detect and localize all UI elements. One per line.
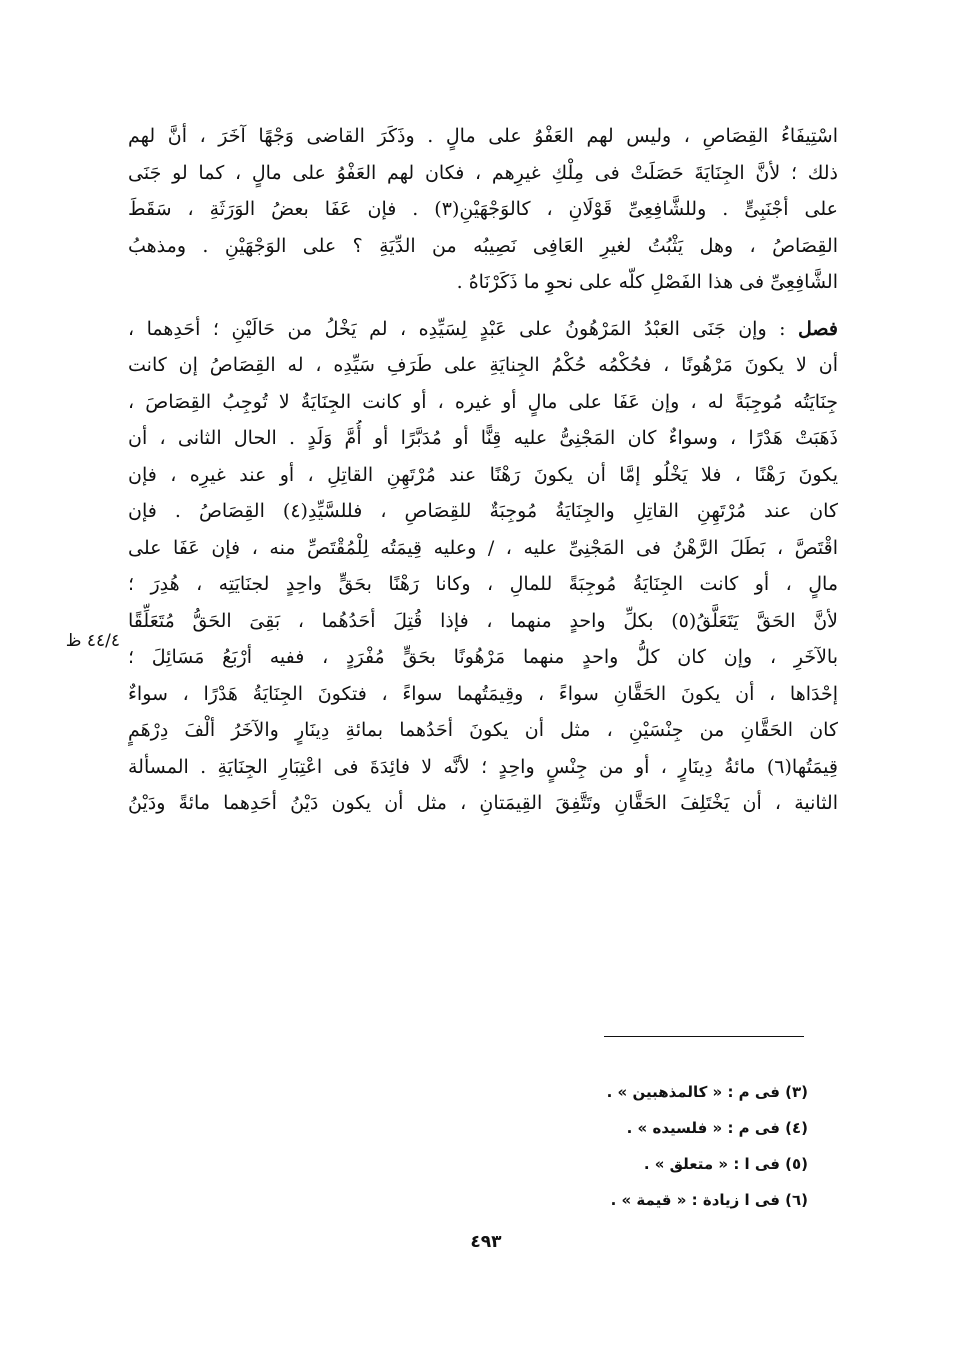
text-line: كان عند مُرْتَهِنِ القاتِلِ والجِنَايَةُ مُوجِبَةٌ للقِصَاصِ ، فللسَّيِّدِ(٤) القِصَاصُ . فإن (128, 500, 838, 522)
margin-folio-note: ٤٤/٤ ظ (65, 631, 120, 651)
text-line: أن لا يكونَ مَرْهُونًا ، فحُكْمُه حُكْمُ الجِنايَةِ على طَرَفِ سَيِّدِه ، له القِصَاصُ إن كانت (128, 354, 838, 376)
section-heading: فصل (798, 317, 838, 340)
text-line: اسْتِيفَاءُ القِصَاصِ ، وليس لهم العَفْوُ على مالٍ . وذَكَرَ القاضى وَجْهًا آخَرَ ، أنَّ لهم (128, 125, 838, 147)
footnote-item: (٦) فى ا زيادة : « قيمة » . (610, 1191, 808, 1209)
paragraph-2 (128, 311, 838, 822)
text-line: القِصَاصُ ، وهل يَثْبُتُ لغيرِ العَافِى نَصِيبُه من الدِّيَةِ ؟ على الوَجْهَيْنِ . ومذهبُ (128, 234, 838, 257)
text-line: مالٍ ، أو كانت الجِنَايَةُ مُوجِبَةً للمالِ ، وكانا رَهْنًا بحَقٍّ واحِدٍ لجنَايَتِه ، هُدِرَ ؛ (128, 573, 838, 595)
text-line: كان الحَقَّانِ من جِنْسَيْنِ ، مثل أن يكونَ أحَدُهما بمائةِ دِينَارٍ والآخَرُ ألْفَ دِرْهَمٍ (128, 719, 838, 741)
text-line-with-heading (128, 311, 838, 348)
text-line: جِنَايَتُه مُوجِبَةً له ، وإن عَفَا على مالٍ أو غيره ، أو كانت الجِنَايَةُ لا تُوجِبُ القِصَاصَ ، (128, 390, 838, 413)
paragraph-gap (128, 301, 838, 311)
text-line: الثانية ، أن يَخْتَلِفَ الحَقَّانِ وتَتَّفِقَ القِيمَتانِ ، مثل أن يكون دَيْنُ أحَدِهما مائةً ودَيْنُ (128, 792, 838, 814)
text-line: إحْدَاها ، أن يكونَ الحَقَّانِ سواءً ، وقِيمَتُهما سواءً ، فتكونَ الجِنَايَةُ هَدْرًا ، سواءٌ (128, 682, 838, 705)
footnote-item: (٤) فى م : « فلسيده » . (626, 1119, 808, 1137)
footnote-item: (٣) فى م : « كالمذهبين » . (606, 1083, 808, 1101)
text-line: ذلك ؛ لأنَّ الجِنَايَةَ حَصَلَتْ فى مِلْكِ غيرِهم ، فكان لهم العَفْوُ على مالٍ ، كما لو جَنَى (128, 161, 838, 184)
text-line: على أجْنَبِىٍّ . وللشَّافِعِىِّ قَوْلَانِ ، كالوَجْهَيْنِ(٣) . فإن عَفَا بعضُ الوَرَثَةِ ، سَقَطَ (128, 198, 838, 220)
paragraph-1 (128, 118, 838, 301)
footnotes (388, 1074, 808, 1218)
footnote-item: (٥) فى ا : « متعلق » . (643, 1155, 808, 1173)
text-line: ذَهَبَتْ هَدْرًا ، وسواءٌ كان المَجْنِىُّ عليه قِنًّا أو مُدَبَّرًا أو أُمَّ وَلَدٍ . الحال الثانى ، أن (128, 427, 838, 449)
text-line: بالآخَرِ ، وإن كان كلُّ واحدٍ منهما مَرْهُونًا بحَقٍّ مُفْرَدٍ ، ففيه أرْبَعُ مَسَائِلَ ؛ (128, 646, 838, 668)
page-number: ٤٩٣ (470, 1232, 502, 1252)
text-line: يكونَ رَهْنًا ، فلا يَخْلُو إمَّا أن يكونَ رَهْنًا عند مُرْتَهِنِ القاتِلِ ، أو عند غيرِه ، فإن (128, 463, 838, 486)
footnote-divider (604, 1036, 804, 1037)
text-line: الشَّافِعِىِّ فى هذا الفَصْلِ كلّه على نحوِ ما ذَكَرْنَاهُ . (456, 271, 838, 293)
main-text-body (128, 118, 838, 822)
text-line: اقْتَصَّ ، بَطَلَ الرَّهْنُ فى المَجْنِىِّ عليه ، / وعليه قِيمَتُه لِلْمُقْتَصِّ منه ، فإن عَفَا على (128, 536, 838, 559)
text-line: قِيمَتُها(٦) مائةُ دِينَارٍ ، أو من جِنْسٍ واحِدٍ ؛ لأنَّه لا فائِدَةَ فى اعْتِبَارِ الجِنَايَةِ . المسألة (128, 755, 838, 778)
text-line: لأنَّ الحَقَّ يَتَعَلَّقُ(٥) بكلِّ واحدٍ منهما ، فإذا قُتِلَ أحَدُهُما ، بَقِىَ الحَقُّ مُتَعَلِّقًا (128, 609, 838, 632)
text-line: : وإن جَنَى العَبْدُ المَرْهُونُ على عَبْدٍ لِسَيِّدِه ، لم يَخْلُ من حَالَيْنِ ؛ أحَدِهما ، (128, 317, 786, 340)
